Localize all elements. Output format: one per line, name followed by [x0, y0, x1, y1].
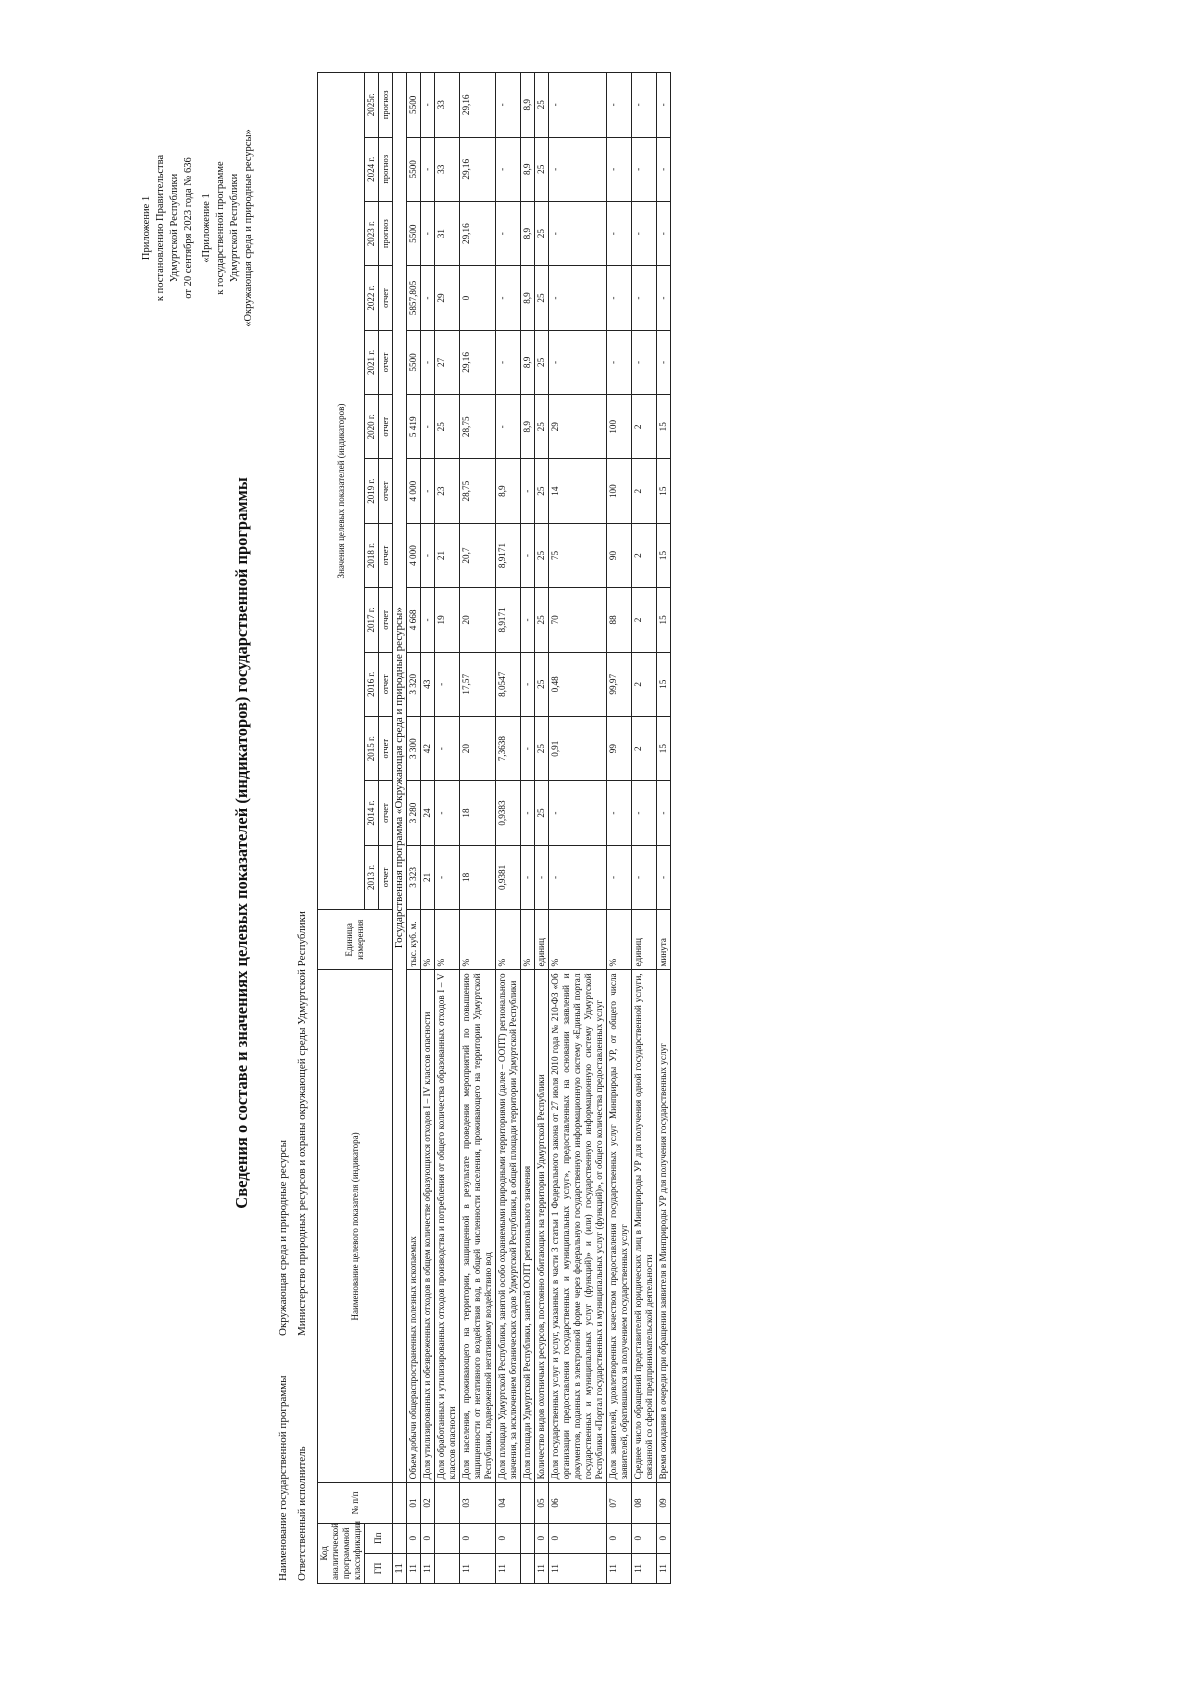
row-value: 75: [549, 523, 607, 587]
row-value: -: [549, 201, 607, 265]
row-value: 29,16: [460, 73, 496, 138]
row-value: -: [496, 395, 521, 459]
row-name: Объем добычи общераспространенных полезных ископаемых: [407, 970, 421, 1483]
appendix-line: Удмуртской Республики: [169, 173, 180, 283]
row-value: -: [549, 781, 607, 845]
row-value: 8,9: [521, 137, 535, 201]
row-pp: 0: [632, 1523, 657, 1553]
header-year: 2018 г.: [365, 523, 379, 587]
row-value: -: [549, 137, 607, 201]
row-value: 15: [657, 716, 671, 780]
row-value: 3 323: [407, 845, 421, 909]
row-value: 2: [632, 395, 657, 459]
program-pp-code: [393, 1523, 407, 1553]
row-value: -: [632, 330, 657, 394]
row-value: 8,0547: [496, 652, 521, 716]
row-pp: 0: [421, 1523, 435, 1553]
row-pp: [521, 1523, 535, 1553]
header-kind: отчет: [379, 395, 393, 459]
table-row: [521, 73, 535, 1584]
row-value: -: [521, 652, 535, 716]
appendix-line: «Окружающая среда и природные ресурсы»: [243, 129, 254, 327]
row-value: 5 419: [407, 395, 421, 459]
row-value: -: [421, 73, 435, 138]
table-row: [632, 73, 657, 1584]
appendix-line: от 20 сентября 2023 года № 636: [183, 157, 194, 299]
row-value: 25: [535, 201, 549, 265]
row-value: -: [421, 523, 435, 587]
row-value: 0,48: [549, 652, 607, 716]
header-kind: отчет: [379, 845, 393, 909]
row-gp: [521, 1553, 535, 1583]
row-value: -: [607, 137, 632, 201]
executor-row: [296, 911, 308, 1581]
table-row: [657, 73, 671, 1584]
table-row: [407, 73, 421, 1584]
row-unit: %: [521, 910, 535, 970]
appendix-line: к постановлению Правительства: [155, 154, 166, 302]
row-value: 5500: [407, 73, 421, 138]
row-value: -: [421, 266, 435, 330]
executor-value: Министерство природных ресурсов и охраны окружающей среды Удмуртской Республики: [296, 911, 308, 1336]
row-unit: %: [549, 910, 607, 970]
row-value: 25: [535, 588, 549, 652]
header-kind: отчет: [379, 716, 393, 780]
header-row: [318, 73, 365, 1584]
row-value: -: [657, 330, 671, 394]
row-value: 8,9: [521, 330, 535, 394]
row-value: -: [535, 845, 549, 909]
program-label: Наименование государственной программы: [277, 1375, 289, 1581]
row-unit: %: [421, 910, 435, 970]
header-code: Код аналитической программной классификации: [318, 1523, 365, 1583]
row-value: -: [607, 845, 632, 909]
row-value: 2: [632, 523, 657, 587]
row-value: 7,3638: [496, 716, 521, 780]
row-value: 100: [607, 395, 632, 459]
header-year: 2024 г.: [365, 137, 379, 201]
row-value: -: [607, 781, 632, 845]
row-value: 20: [460, 716, 496, 780]
row-value: 25: [535, 266, 549, 330]
row-value: -: [632, 781, 657, 845]
row-value: 25: [535, 523, 549, 587]
row-value: 25: [435, 395, 460, 459]
row-value: 100: [607, 459, 632, 523]
row-value: 18: [460, 781, 496, 845]
row-value: -: [632, 201, 657, 265]
row-gp: 11: [421, 1553, 435, 1583]
row-value: 8,9: [521, 73, 535, 138]
row-value: -: [657, 201, 671, 265]
row-value: -: [549, 330, 607, 394]
row-value: 25: [535, 330, 549, 394]
row-value: -: [521, 459, 535, 523]
row-unit: %: [460, 910, 496, 970]
row-value: 4 000: [407, 523, 421, 587]
row-value: 29,16: [460, 330, 496, 394]
row-value: -: [421, 137, 435, 201]
row-value: 2: [632, 459, 657, 523]
row-value: 5857,805: [407, 266, 421, 330]
row-value: 88: [607, 588, 632, 652]
row-num: 06: [549, 1483, 607, 1523]
row-gp: 11: [496, 1553, 521, 1583]
row-value: 28,75: [460, 459, 496, 523]
row-value: -: [496, 330, 521, 394]
row-pp: [435, 1523, 460, 1553]
row-value: 0,91: [549, 716, 607, 780]
header-year: 2025г.: [365, 73, 379, 138]
row-gp: 11: [407, 1553, 421, 1583]
executor-label: Ответственный исполнитель: [296, 1446, 308, 1581]
row-value: 17,57: [460, 652, 496, 716]
row-value: -: [435, 845, 460, 909]
program-title: Государственная программа «Окружающая среда и природные ресурсы»: [393, 73, 407, 1483]
row-value: 0,9383: [496, 781, 521, 845]
row-value: 23: [435, 459, 460, 523]
row-unit: минута: [657, 910, 671, 970]
row-value: 25: [535, 781, 549, 845]
row-value: -: [607, 201, 632, 265]
row-gp: [435, 1553, 460, 1583]
row-value: 8,9: [521, 395, 535, 459]
row-pp: 0: [535, 1523, 549, 1553]
row-value: -: [657, 137, 671, 201]
row-pp: 0: [607, 1523, 632, 1553]
row-value: 15: [657, 523, 671, 587]
row-value: -: [521, 781, 535, 845]
row-num: [521, 1483, 535, 1523]
row-value: 33: [435, 137, 460, 201]
row-value: 20,7: [460, 523, 496, 587]
row-gp: 11: [632, 1553, 657, 1583]
row-value: 4 668: [407, 588, 421, 652]
row-gp: 11: [460, 1553, 496, 1583]
row-value: -: [657, 73, 671, 138]
row-value: 29,16: [460, 137, 496, 201]
header-year: 2021 г.: [365, 330, 379, 394]
row-num: 08: [632, 1483, 657, 1523]
row-name: Доля населения, проживающего на территории, защищенной в результате проведения мероприятий по повышению защищенности от негативного воздействия вод, в общей численности населения, проживающего на территории Удмуртской Республики, подверженной негативному воздействию вод: [460, 970, 496, 1483]
header-pp: Пп: [365, 1523, 393, 1553]
row-value: -: [421, 395, 435, 459]
header-kind: отчет: [379, 459, 393, 523]
table-row: [535, 73, 549, 1584]
row-value: 25: [535, 395, 549, 459]
row-value: -: [549, 266, 607, 330]
row-num: 02: [421, 1483, 435, 1523]
header-unit: Единица измерения: [318, 910, 393, 970]
row-value: 18: [460, 845, 496, 909]
row-value: -: [421, 588, 435, 652]
row-value: 27: [435, 330, 460, 394]
header-name: Наименование целевого показателя (индикатора): [318, 970, 393, 1483]
row-num: [435, 1483, 460, 1523]
row-value: -: [421, 201, 435, 265]
table-row: [460, 73, 496, 1584]
header-kind: отчет: [379, 652, 393, 716]
row-value: -: [657, 845, 671, 909]
row-value: 5500: [407, 330, 421, 394]
header-kind: прогноз: [379, 73, 393, 138]
row-num: 05: [535, 1483, 549, 1523]
row-value: -: [632, 266, 657, 330]
program-value: Окружающая среда и природные ресурсы: [277, 1140, 289, 1336]
row-value: 15: [657, 652, 671, 716]
header-year: 2016 г.: [365, 652, 379, 716]
row-value: 33: [435, 73, 460, 138]
header-year: 2015 г.: [365, 716, 379, 780]
row-value: 28,75: [460, 395, 496, 459]
row-value: 5500: [407, 137, 421, 201]
appendix-line: «Приложение 1: [201, 193, 212, 263]
table-row: [435, 73, 460, 1584]
header-year: 2017 г.: [365, 588, 379, 652]
appendix-line: к государственной программе: [215, 161, 226, 295]
row-gp: 11: [657, 1553, 671, 1583]
row-value: 70: [549, 588, 607, 652]
header-values: Значения целевых показателей (индикаторов): [318, 73, 365, 910]
row-name: Количество видов охотничьих ресурсов, постоянно обитающих на территории Удмуртской Республики: [535, 970, 549, 1483]
row-name: Доля площади Удмуртской Республики, занятой особо охраняемыми природными территориями (далее – ООПТ) регионального значения, за исключением ботанических садов Удмуртской Республики, в общей площади территории Удмуртской Республики: [496, 970, 521, 1483]
row-value: -: [607, 73, 632, 138]
row-value: 8,9: [521, 201, 535, 265]
row-value: -: [607, 330, 632, 394]
row-value: 25: [535, 716, 549, 780]
row-value: -: [657, 781, 671, 845]
row-value: -: [657, 266, 671, 330]
row-value: -: [632, 73, 657, 138]
header-year: 2013 г.: [365, 845, 379, 909]
row-value: 29: [549, 395, 607, 459]
row-value: -: [607, 266, 632, 330]
header-kind: отчет: [379, 523, 393, 587]
row-value: -: [421, 459, 435, 523]
appendix-line: Приложение 1: [141, 195, 152, 261]
row-num: 04: [496, 1483, 521, 1523]
table-row: [421, 73, 435, 1584]
row-value: 8,9: [496, 459, 521, 523]
header-num: № п/п: [318, 1483, 393, 1523]
row-value: -: [496, 73, 521, 138]
header-year: 2023 г.: [365, 201, 379, 265]
header-kind: отчет: [379, 266, 393, 330]
row-unit: единиц: [535, 910, 549, 970]
indicators-table: [317, 72, 671, 1584]
row-value: 25: [535, 137, 549, 201]
row-value: 3 280: [407, 781, 421, 845]
row-unit: %: [607, 910, 632, 970]
row-name: Среднее число обращений представителей юридических лиц в Минприроды УР для получения одной государственной услуги, связанной со сферой предпринимательской деятельности: [632, 970, 657, 1483]
row-value: 0,9381: [496, 845, 521, 909]
row-value: 25: [535, 652, 549, 716]
row-name: Доля заявителей, удовлетворенных качеством предоставления государственных услуг Минприроды УР, от общего числа заявителей, обратившихся за получением государственных услуг: [607, 970, 632, 1483]
row-value: -: [521, 716, 535, 780]
table-row: [607, 73, 632, 1584]
program-row: [393, 73, 407, 1584]
row-name: Доля государственных услуг и услуг, указанных в части 3 статьи 1 Федерального закона от 27 июля 2010 года № 210-ФЗ «Об организации предоставления государственных и муниципальных услуг», предоставленных на основании заявлений и документов, поданных в электронной форме через федеральную государственную информационную систему «Единый портал государственных и муниципальных услуг (функций)» и (или) государственную информационную систему Удмуртской Республики «Портал государственных и муниципальных услуг (функций)», от общего количества предоставленных услуг: [549, 970, 607, 1483]
row-value: 29,16: [460, 201, 496, 265]
row-value: 5500: [407, 201, 421, 265]
row-value: 0: [460, 266, 496, 330]
row-value: 21: [435, 523, 460, 587]
row-value: -: [521, 523, 535, 587]
row-value: 8,9: [521, 266, 535, 330]
header-kind: отчет: [379, 588, 393, 652]
row-pp: 0: [407, 1523, 421, 1553]
appendix-line: Удмуртской Республики: [229, 173, 240, 283]
row-value: -: [549, 845, 607, 909]
row-pp: 0: [549, 1523, 607, 1553]
row-value: 15: [657, 395, 671, 459]
row-value: 15: [657, 588, 671, 652]
row-value: -: [435, 652, 460, 716]
row-value: 21: [421, 845, 435, 909]
header-kind: прогноз: [379, 201, 393, 265]
row-value: 3 320: [407, 652, 421, 716]
row-value: 4 000: [407, 459, 421, 523]
row-num: 07: [607, 1483, 632, 1523]
header-kind: отчет: [379, 781, 393, 845]
row-value: 14: [549, 459, 607, 523]
row-value: -: [549, 73, 607, 138]
row-unit: %: [496, 910, 521, 970]
row-value: 43: [421, 652, 435, 716]
row-gp: 11: [549, 1553, 607, 1583]
row-num: 03: [460, 1483, 496, 1523]
row-value: 2: [632, 588, 657, 652]
document-title: Сведения о составе и значениях целевых показателей (индикаторов) государственной программы: [232, 477, 251, 1209]
row-value: -: [521, 845, 535, 909]
row-value: 20: [460, 588, 496, 652]
row-value: 31: [435, 201, 460, 265]
row-value: -: [435, 716, 460, 780]
row-value: 2: [632, 716, 657, 780]
row-value: 24: [421, 781, 435, 845]
row-num: 01: [407, 1483, 421, 1523]
row-name: Доля утилизированных и обезвреженных отходов в общем количестве образующихся отходов I – IV классов опасности: [421, 970, 435, 1483]
row-unit: %: [435, 910, 460, 970]
program-gp-code: 11: [393, 1553, 407, 1583]
header-kind: прогноз: [379, 137, 393, 201]
header-year: 2019 г.: [365, 459, 379, 523]
table-row: [549, 73, 607, 1584]
row-value: 15: [657, 459, 671, 523]
row-value: 29: [435, 266, 460, 330]
row-value: -: [496, 137, 521, 201]
header-year: 2022 г.: [365, 266, 379, 330]
row-value: 3 300: [407, 716, 421, 780]
row-gp: 11: [607, 1553, 632, 1583]
row-value: -: [632, 845, 657, 909]
row-value: 25: [535, 459, 549, 523]
row-value: 90: [607, 523, 632, 587]
row-name: Время ожидания в очереди при обращении заявителя в Минприроды УР для получения государственных услуг: [657, 970, 671, 1483]
row-num: 09: [657, 1483, 671, 1523]
row-name: Доля обработанных и утилизированных отходов производства и потребления от общего количества образованных отходов I – V классов опасности: [435, 970, 460, 1483]
appendix-block: [140, 28, 196, 428]
row-value: -: [496, 201, 521, 265]
header-year: 2014 г.: [365, 781, 379, 845]
row-value: -: [632, 137, 657, 201]
header-year: 2020 г.: [365, 395, 379, 459]
row-value: -: [421, 330, 435, 394]
row-pp: 0: [460, 1523, 496, 1553]
row-value: 99: [607, 716, 632, 780]
header-gp: ГП: [365, 1553, 393, 1583]
row-value: 99,97: [607, 652, 632, 716]
row-value: -: [435, 781, 460, 845]
row-value: 8,9171: [496, 523, 521, 587]
row-value: -: [521, 588, 535, 652]
table-row: [496, 73, 521, 1584]
row-unit: тыс. куб. м.: [407, 910, 421, 970]
row-gp: 11: [535, 1553, 549, 1583]
row-unit: единиц: [632, 910, 657, 970]
row-value: 8,9171: [496, 588, 521, 652]
row-value: 42: [421, 716, 435, 780]
row-value: 19: [435, 588, 460, 652]
row-name: Доля площади Удмуртской Республики, занятой ООПТ регионального значения: [521, 970, 535, 1483]
row-pp: 0: [657, 1523, 671, 1553]
header-kind: отчет: [379, 330, 393, 394]
row-pp: 0: [496, 1523, 521, 1553]
row-value: 2: [632, 652, 657, 716]
program-num: [393, 1483, 407, 1523]
row-value: 25: [535, 73, 549, 138]
row-value: -: [496, 266, 521, 330]
program-name-row: [277, 1140, 289, 1581]
